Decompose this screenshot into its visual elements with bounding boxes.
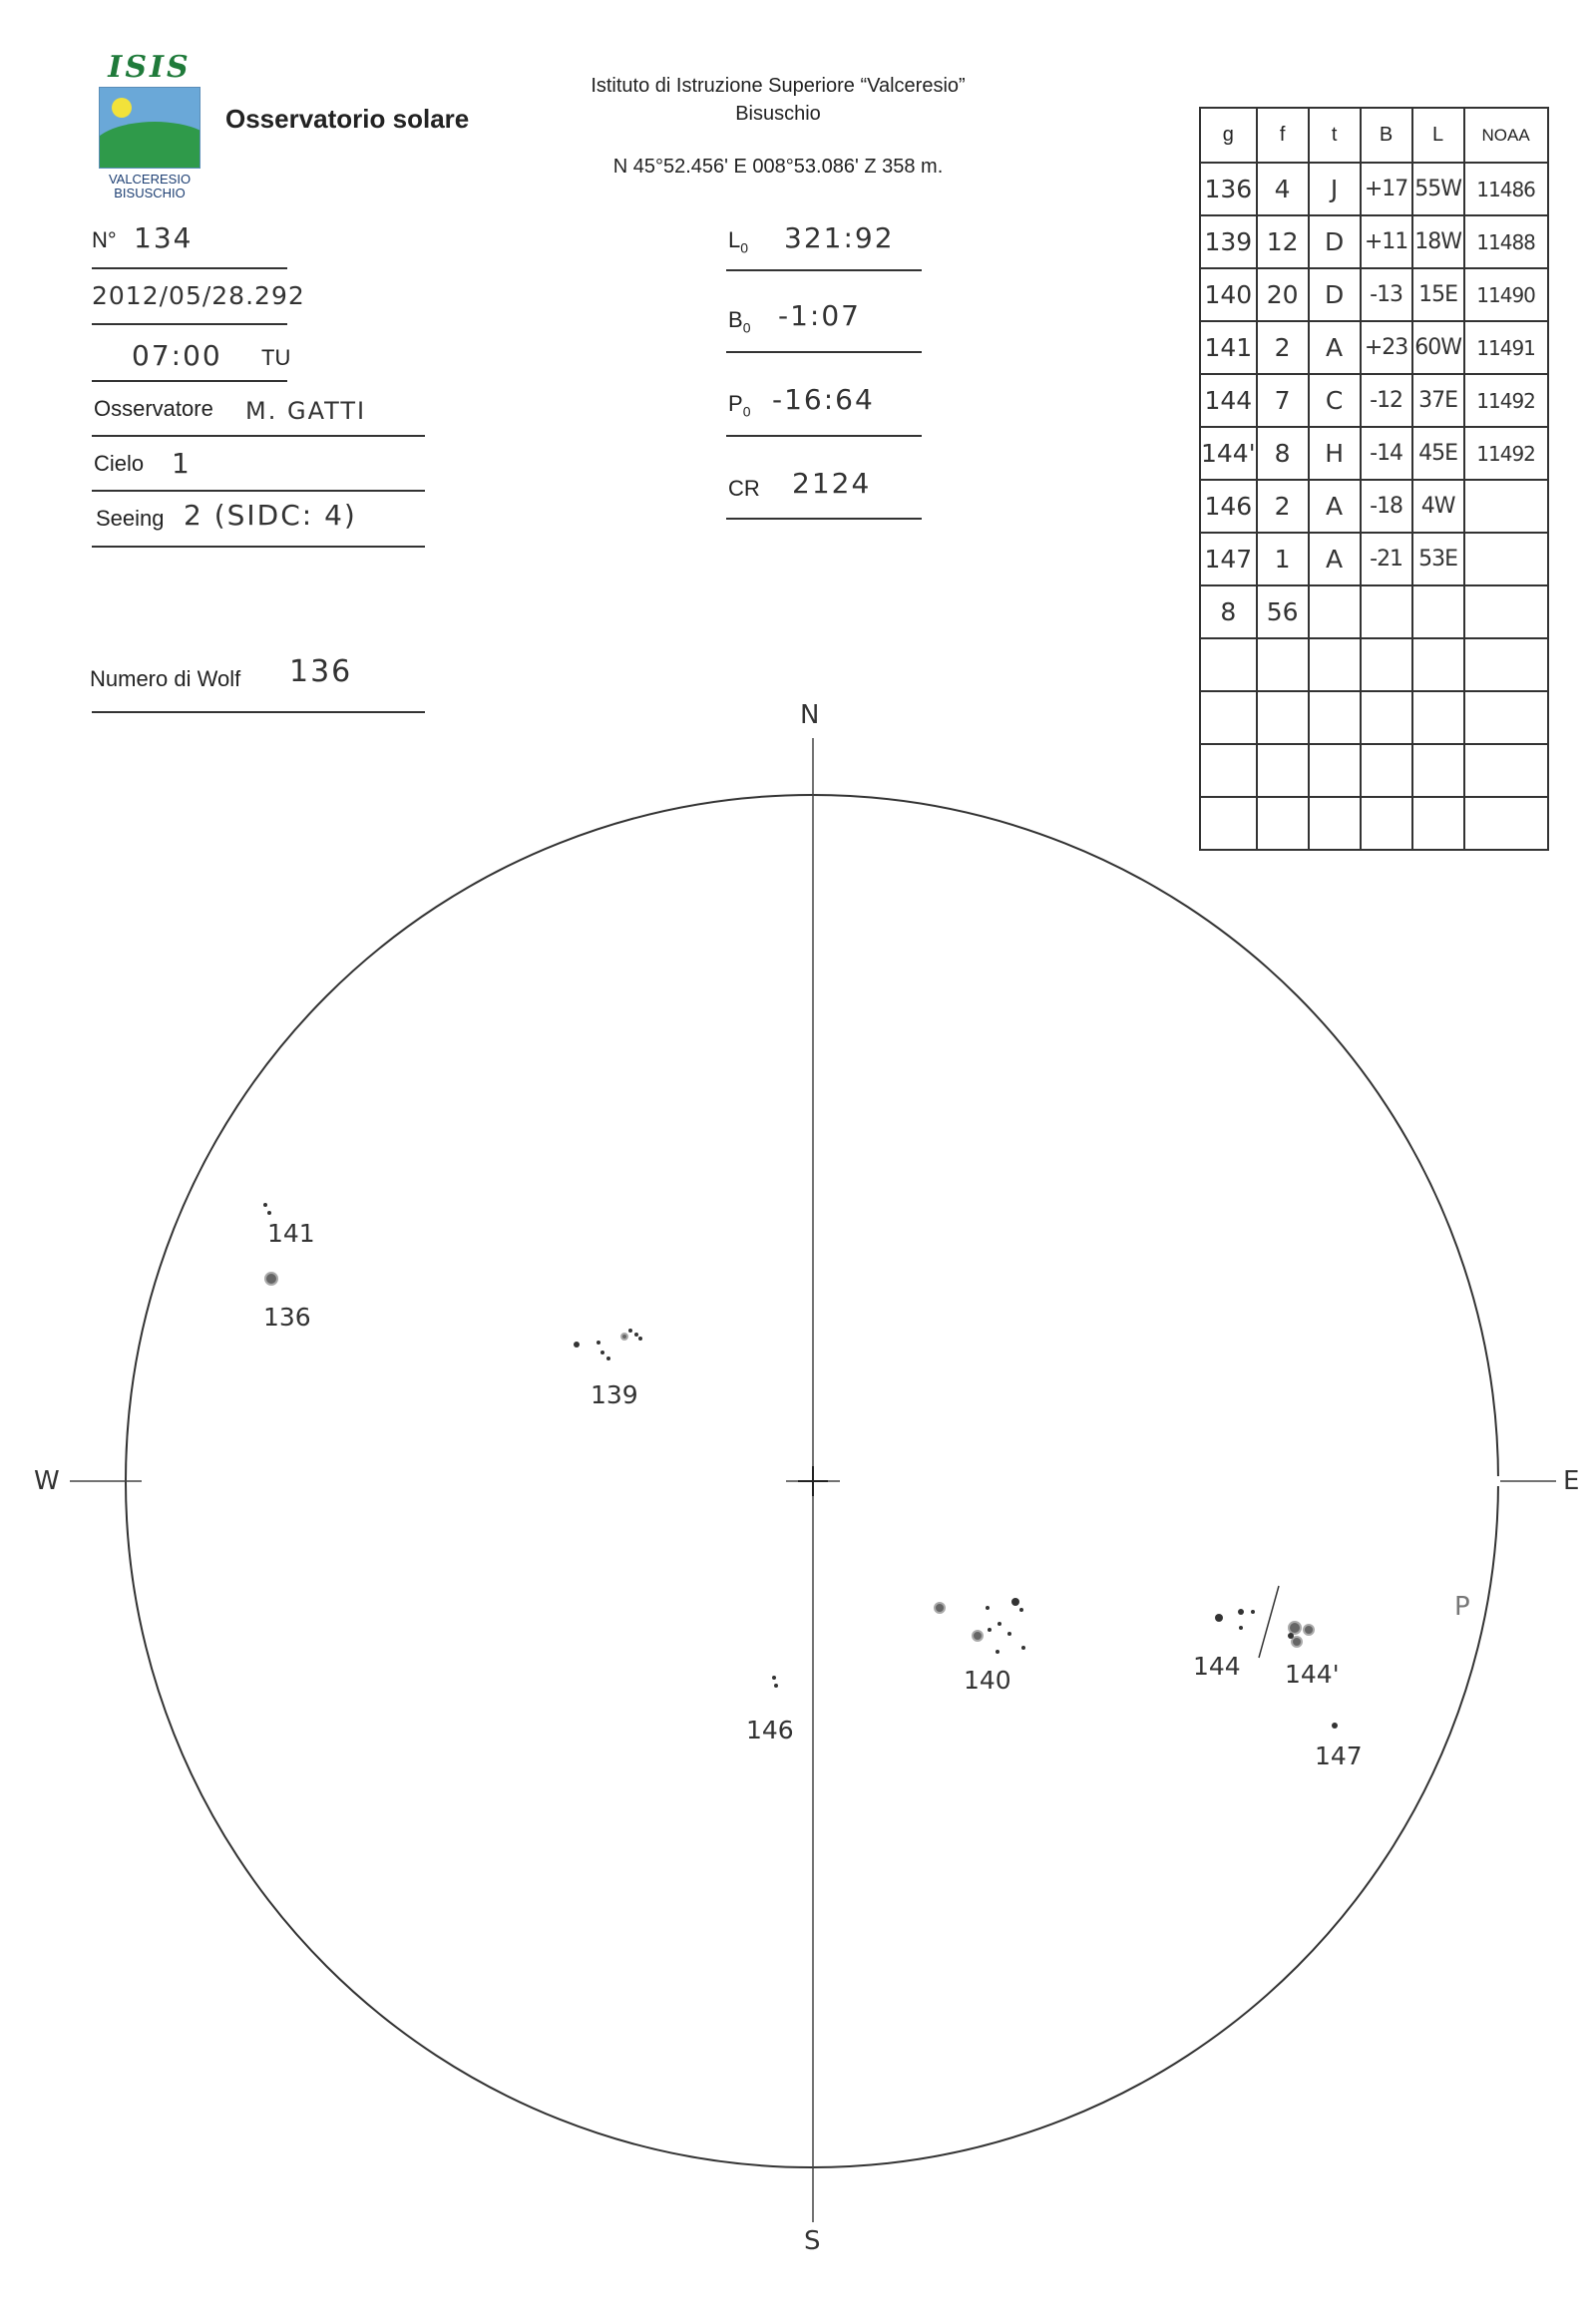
sunspot-mark [574,1342,580,1348]
sunspot-mark [1289,1622,1301,1634]
table-cell-t: H [1309,427,1361,480]
header-f: f [1257,108,1309,163]
axis-mask-left [142,1476,786,1486]
wolf-number-label: Numero di Wolf [90,666,241,691]
sunspot-mark [1007,1632,1011,1636]
table-cell-f: 4 [1257,163,1309,215]
date-value: 2012/05/28.292 [92,281,305,310]
table-cell-g: 8 [1200,585,1257,638]
l0-subscript: 0 [740,239,749,256]
sunspot-mark [1011,1598,1019,1606]
sunspots [263,1203,1338,1729]
sunspot-mark [1332,1723,1338,1729]
b0-letter: B [728,307,743,332]
group-label-146: 146 [746,1716,794,1744]
sunspot-mark [638,1337,642,1341]
table-cell-b: +11 [1361,215,1412,268]
p0-subscript: 0 [742,403,751,420]
group-label-141: 141 [267,1219,315,1248]
sunspot-mark [1238,1609,1244,1615]
table-cell-g: 144 [1200,374,1257,427]
table-cell-g: 139 [1200,215,1257,268]
sunspot-mark [998,1622,1001,1626]
table-cell-b: +17 [1361,163,1412,215]
table-cell-b: -13 [1361,268,1412,321]
table-cell-noaa: 11490 [1464,268,1548,321]
table-cell-b: -21 [1361,533,1412,585]
b0-subscript: 0 [742,319,751,336]
table-cell-t: C [1309,374,1361,427]
table-cell-b: -14 [1361,427,1412,480]
sunspot-mark [606,1356,610,1360]
sunspot-mark [996,1650,999,1654]
page-title: Osservatorio solare [225,104,470,134]
table-cell-g: 147 [1200,533,1257,585]
sky-value: 1 [172,447,192,480]
table-cell-t: D [1309,215,1361,268]
axis-mask-right [840,1476,1500,1486]
table-cell-l: 18W [1412,215,1464,268]
sunspot-mark [597,1341,600,1345]
table-cell-t: J [1309,163,1361,215]
sunspot-mark [1019,1608,1023,1612]
east-label: E [1563,1466,1580,1496]
table-cell-g: 146 [1200,480,1257,533]
cr-value: 2124 [792,467,872,500]
table-cell-l: 53E [1412,533,1464,585]
table-cell-noaa: 11491 [1464,321,1548,374]
p0-letter: P [728,391,743,416]
table-cell-noaa: 11486 [1464,163,1548,215]
time-value: 07:00 [132,339,222,372]
sunspot-mark [1304,1625,1314,1635]
group-label-140: 140 [964,1666,1011,1695]
number-value: 134 [134,221,194,254]
table-cell-f: 7 [1257,374,1309,427]
observer-label: Osservatore [94,396,213,421]
institute-line1: Istituto di Istruzione Superiore “Valceresio” [591,75,966,97]
table-cell-g: 144' [1200,427,1257,480]
sunspot-mark [772,1676,776,1680]
l0-letter: L [728,227,741,252]
logo-caption-line2: BISUSCHIO [114,186,186,200]
table-cell-f: 8 [1257,427,1309,480]
table-cell-f: 2 [1257,321,1309,374]
south-label: S [804,2226,821,2256]
table-cell-t: A [1309,321,1361,374]
table-cell-f: 20 [1257,268,1309,321]
table-cell-l: 45E [1412,427,1464,480]
header-g: g [1200,108,1257,163]
table-cell-t: A [1309,480,1361,533]
b0-value: -1:07 [778,299,861,332]
sky-label: Cielo [94,451,145,476]
sunspot-mark [621,1334,627,1340]
sunspot-mark [600,1351,604,1354]
header-t: t [1309,108,1361,163]
marker-p: P [1454,1592,1472,1622]
table-cell-f: 56 [1257,585,1309,638]
sunspot-mark [1251,1610,1255,1614]
sunspot-mark [986,1606,990,1610]
cr-label: CR [728,476,760,501]
time-unit: TU [261,345,291,370]
table-cell-noaa: 11492 [1464,374,1548,427]
sunspot-mark [267,1211,271,1215]
table-cell-b: +23 [1361,321,1412,374]
table-cell-b: -18 [1361,480,1412,533]
sunspot-mark [1239,1626,1243,1630]
sunspot-mark [1292,1637,1302,1647]
table-cell-l: 60W [1412,321,1464,374]
west-label: W [34,1466,60,1496]
number-label: N° [92,227,117,252]
sunspot-mark [1215,1614,1223,1622]
table-cell-g: 140 [1200,268,1257,321]
group-label-136: 136 [263,1303,311,1332]
sunspot-mark [1288,1633,1294,1639]
group-label-144-prime: 144' [1285,1660,1340,1689]
north-label: N [800,700,820,730]
table-cell-t: A [1309,533,1361,585]
header-noaa: NOAA [1464,108,1548,163]
logo-caption-line1: VALCERESIO [108,172,192,187]
table-cell-f: 1 [1257,533,1309,585]
sunspot-mark [1021,1646,1025,1650]
group-label-144: 144 [1193,1652,1241,1681]
group-separator-line [1259,1586,1279,1658]
table-cell-l: 37E [1412,374,1464,427]
table-cell-noaa: 11492 [1464,427,1548,480]
observatory-coordinates: N 45°52.456' E 008°53.086' Z 358 m. [612,156,944,178]
p0-value: -16:64 [772,383,875,416]
institute-line2: Bisuschio [735,103,821,125]
table-cell-l: 4W [1412,480,1464,533]
sunspot-mark [973,1631,983,1641]
sunspot-mark [628,1329,632,1333]
table-cell-g: 136 [1200,163,1257,215]
l0-value: 321:92 [784,221,895,254]
table-cell-f: 2 [1257,480,1309,533]
table-cell-b: -12 [1361,374,1412,427]
seeing-label: Seeing [96,506,165,531]
sunspot-mark [988,1628,992,1632]
table-cell-l: 15E [1412,268,1464,321]
table-cell-t: D [1309,268,1361,321]
table-cell-noaa: 11488 [1464,215,1548,268]
sunspot-mark [263,1203,267,1207]
table-cell-f: 12 [1257,215,1309,268]
logo-isis-text: ISIS [108,50,192,85]
observer-value: M. GATTI [245,397,367,425]
table-cell-l: 55W [1412,163,1464,215]
header-b: B [1361,108,1412,163]
group-label-147: 147 [1315,1741,1363,1770]
wolf-number-value: 136 [289,654,353,689]
sunspot-mark [265,1273,277,1285]
sunspot-mark [774,1684,778,1688]
seeing-value: 2 (SIDC: 4) [184,499,357,532]
sunspot-mark [634,1333,638,1337]
table-cell-g: 141 [1200,321,1257,374]
group-label-139: 139 [591,1380,638,1409]
sunspot-mark [935,1603,945,1613]
header-l: L [1412,108,1464,163]
